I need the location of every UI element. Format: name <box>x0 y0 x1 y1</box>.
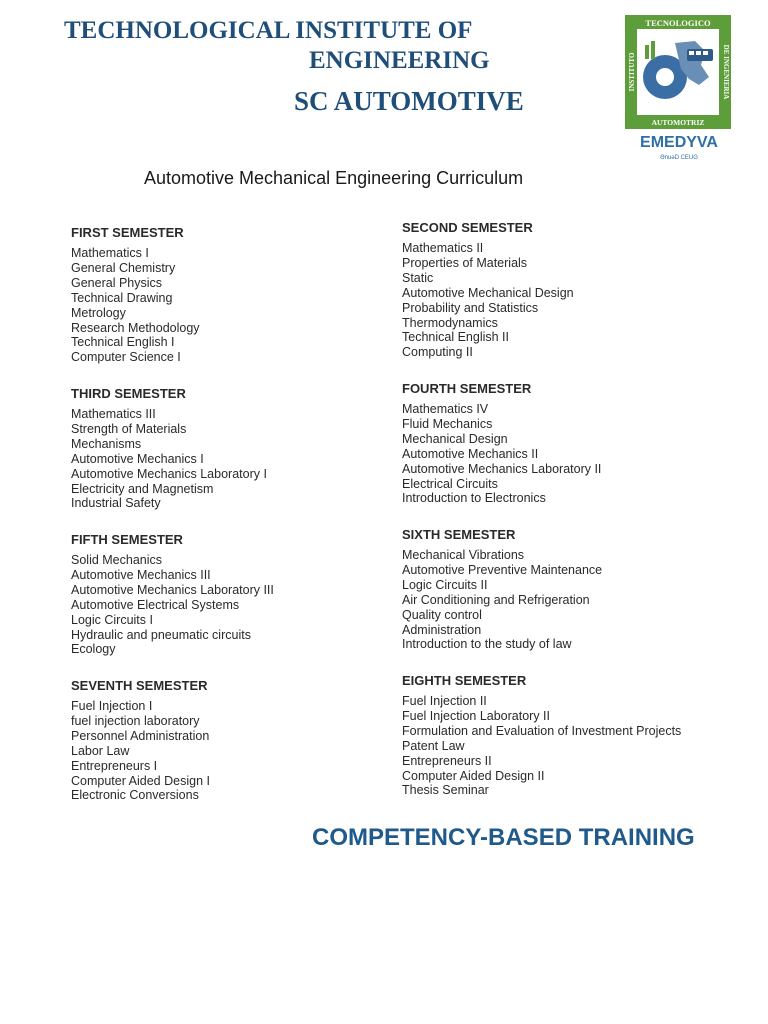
course-item: Automotive Mechanical Design <box>402 285 574 300</box>
course-item: Research Methodology <box>71 320 200 335</box>
course-item: Entrepreneurs II <box>402 753 492 768</box>
semester-block-sixth <box>402 527 722 652</box>
course-item: Solid Mechanics <box>71 553 163 567</box>
course-item: Personnel Administration <box>71 728 210 743</box>
course-item: Computer Aided Design II <box>402 768 545 783</box>
course-item: Hydraulic and pneumatic circuits <box>71 627 251 642</box>
course-list <box>402 402 722 506</box>
building-icon <box>651 41 655 59</box>
course-item: Mathematics III <box>71 407 156 421</box>
course-item: Computer Science I <box>71 350 181 365</box>
course-item: Technical Drawing <box>71 290 173 305</box>
semester-title: SECOND SEMESTER <box>402 220 533 235</box>
logo-bottom-text: AUTOMOTRIZ <box>651 118 705 127</box>
semester-block-third <box>71 386 391 511</box>
course-list <box>71 246 391 365</box>
course-item: Air Conditioning and Refrigeration <box>402 592 590 607</box>
course-item: General Physics <box>71 275 163 290</box>
course-list <box>402 241 722 360</box>
bus-window <box>689 51 694 55</box>
course-item: Probability and Statistics <box>402 300 539 315</box>
course-item: Patent Law <box>402 738 465 753</box>
course-item: Introduction to the study of law <box>402 637 572 652</box>
course-item: Formulation and Evaluation of Investment Projects <box>402 723 682 738</box>
course-item: Automotive Mechanics I <box>71 451 204 466</box>
course-item: Mathematics I <box>71 246 149 260</box>
course-item: Automotive Mechanics III <box>71 567 211 582</box>
course-item: Logic Circuits I <box>71 612 153 627</box>
course-item: General Chemistry <box>71 260 176 275</box>
semester-title: FIFTH SEMESTER <box>71 532 183 547</box>
course-item: Electronic Conversions <box>71 788 199 803</box>
semester-block-fourth <box>402 381 722 506</box>
course-item: Technical English II <box>402 330 510 345</box>
course-item: fuel injection laboratory <box>71 713 200 728</box>
course-item: Computer Aided Design I <box>71 773 210 788</box>
semester-block-second <box>402 220 722 360</box>
course-item: Industrial Safety <box>71 496 161 511</box>
course-item: Mechanical Design <box>402 431 508 446</box>
document-title: Automotive Mechanical Engineering Curriculum <box>144 168 524 188</box>
course-item: Mechanical Vibrations <box>402 548 525 562</box>
course-list <box>402 694 742 798</box>
brand-subtext: ƏnuəD CEUG <box>660 155 698 161</box>
course-item: Automotive Mechanics II <box>402 446 539 461</box>
course-list <box>71 553 391 657</box>
gear-hub <box>656 68 674 86</box>
course-item: Computing II <box>402 345 473 360</box>
course-item: Fuel Injection II <box>402 694 487 708</box>
semester-block-fifth <box>71 532 391 657</box>
course-item: Mathematics II <box>402 241 484 255</box>
semester-title: THIRD SEMESTER <box>71 386 186 401</box>
institute-logo <box>625 15 731 129</box>
course-item: Properties of Materials <box>402 255 528 270</box>
building-icon <box>645 45 649 59</box>
course-item: Electrical Circuits <box>402 476 498 491</box>
semester-block-first <box>71 225 391 365</box>
course-item: Introduction to Electronics <box>402 491 546 506</box>
course-item: Strength of Materials <box>71 421 187 436</box>
course-item: Administration <box>402 622 482 637</box>
course-item: Automotive Mechanics Laboratory III <box>71 582 274 597</box>
course-item: Fuel Injection I <box>71 699 153 713</box>
semester-title: SEVENTH SEMESTER <box>71 678 208 693</box>
course-item: Thermodynamics <box>402 315 498 330</box>
course-item: Logic Circuits II <box>402 577 488 592</box>
footer-title: COMPETENCY-BASED TRAINING <box>312 824 695 851</box>
course-item: Mechanisms <box>71 436 142 451</box>
course-item: Automotive Electrical Systems <box>71 597 240 612</box>
department-title: SC AUTOMOTIVE <box>294 86 524 116</box>
course-list <box>71 407 391 511</box>
course-list <box>71 699 391 803</box>
bus-window <box>703 51 708 55</box>
course-item: Automotive Preventive Maintenance <box>402 562 603 577</box>
semester-title: FIRST SEMESTER <box>71 225 184 240</box>
bus-window <box>696 51 701 55</box>
logo-left-text: INSTITUTO <box>628 52 636 92</box>
course-item: Automotive Mechanics Laboratory I <box>71 466 267 481</box>
course-list <box>402 548 722 652</box>
semester-title: EIGHTH SEMESTER <box>402 673 527 688</box>
institute-name-line1: TECHNOLOGICAL INSTITUTE OF <box>64 17 473 44</box>
logo-right-text: DE INGENIERIA <box>722 44 730 100</box>
course-item: Entrepreneurs I <box>71 758 158 773</box>
brand-name: EMEDYVA <box>640 134 718 151</box>
semester-block-eighth <box>402 673 742 798</box>
course-item: Quality control <box>402 607 482 622</box>
course-item: Technical English I <box>71 335 175 350</box>
course-item: Fluid Mechanics <box>402 416 493 431</box>
semester-title: FOURTH SEMESTER <box>402 381 532 396</box>
course-item: Electricity and Magnetism <box>71 481 214 496</box>
semester-title: SIXTH SEMESTER <box>402 527 516 542</box>
logo-top-text: TECNOLOGICO <box>645 18 711 28</box>
course-item: Mathematics IV <box>402 402 489 416</box>
course-item: Labor Law <box>71 743 130 758</box>
course-item: Automotive Mechanics Laboratory II <box>402 461 602 476</box>
institute-name-line2: ENGINEERING <box>309 47 490 74</box>
course-item: Fuel Injection Laboratory II <box>402 708 550 723</box>
course-item: Ecology <box>71 642 116 657</box>
course-item: Static <box>402 270 434 285</box>
course-item: Thesis Seminar <box>402 783 489 798</box>
semester-block-seventh <box>71 678 391 803</box>
course-item: Metrology <box>71 305 126 320</box>
